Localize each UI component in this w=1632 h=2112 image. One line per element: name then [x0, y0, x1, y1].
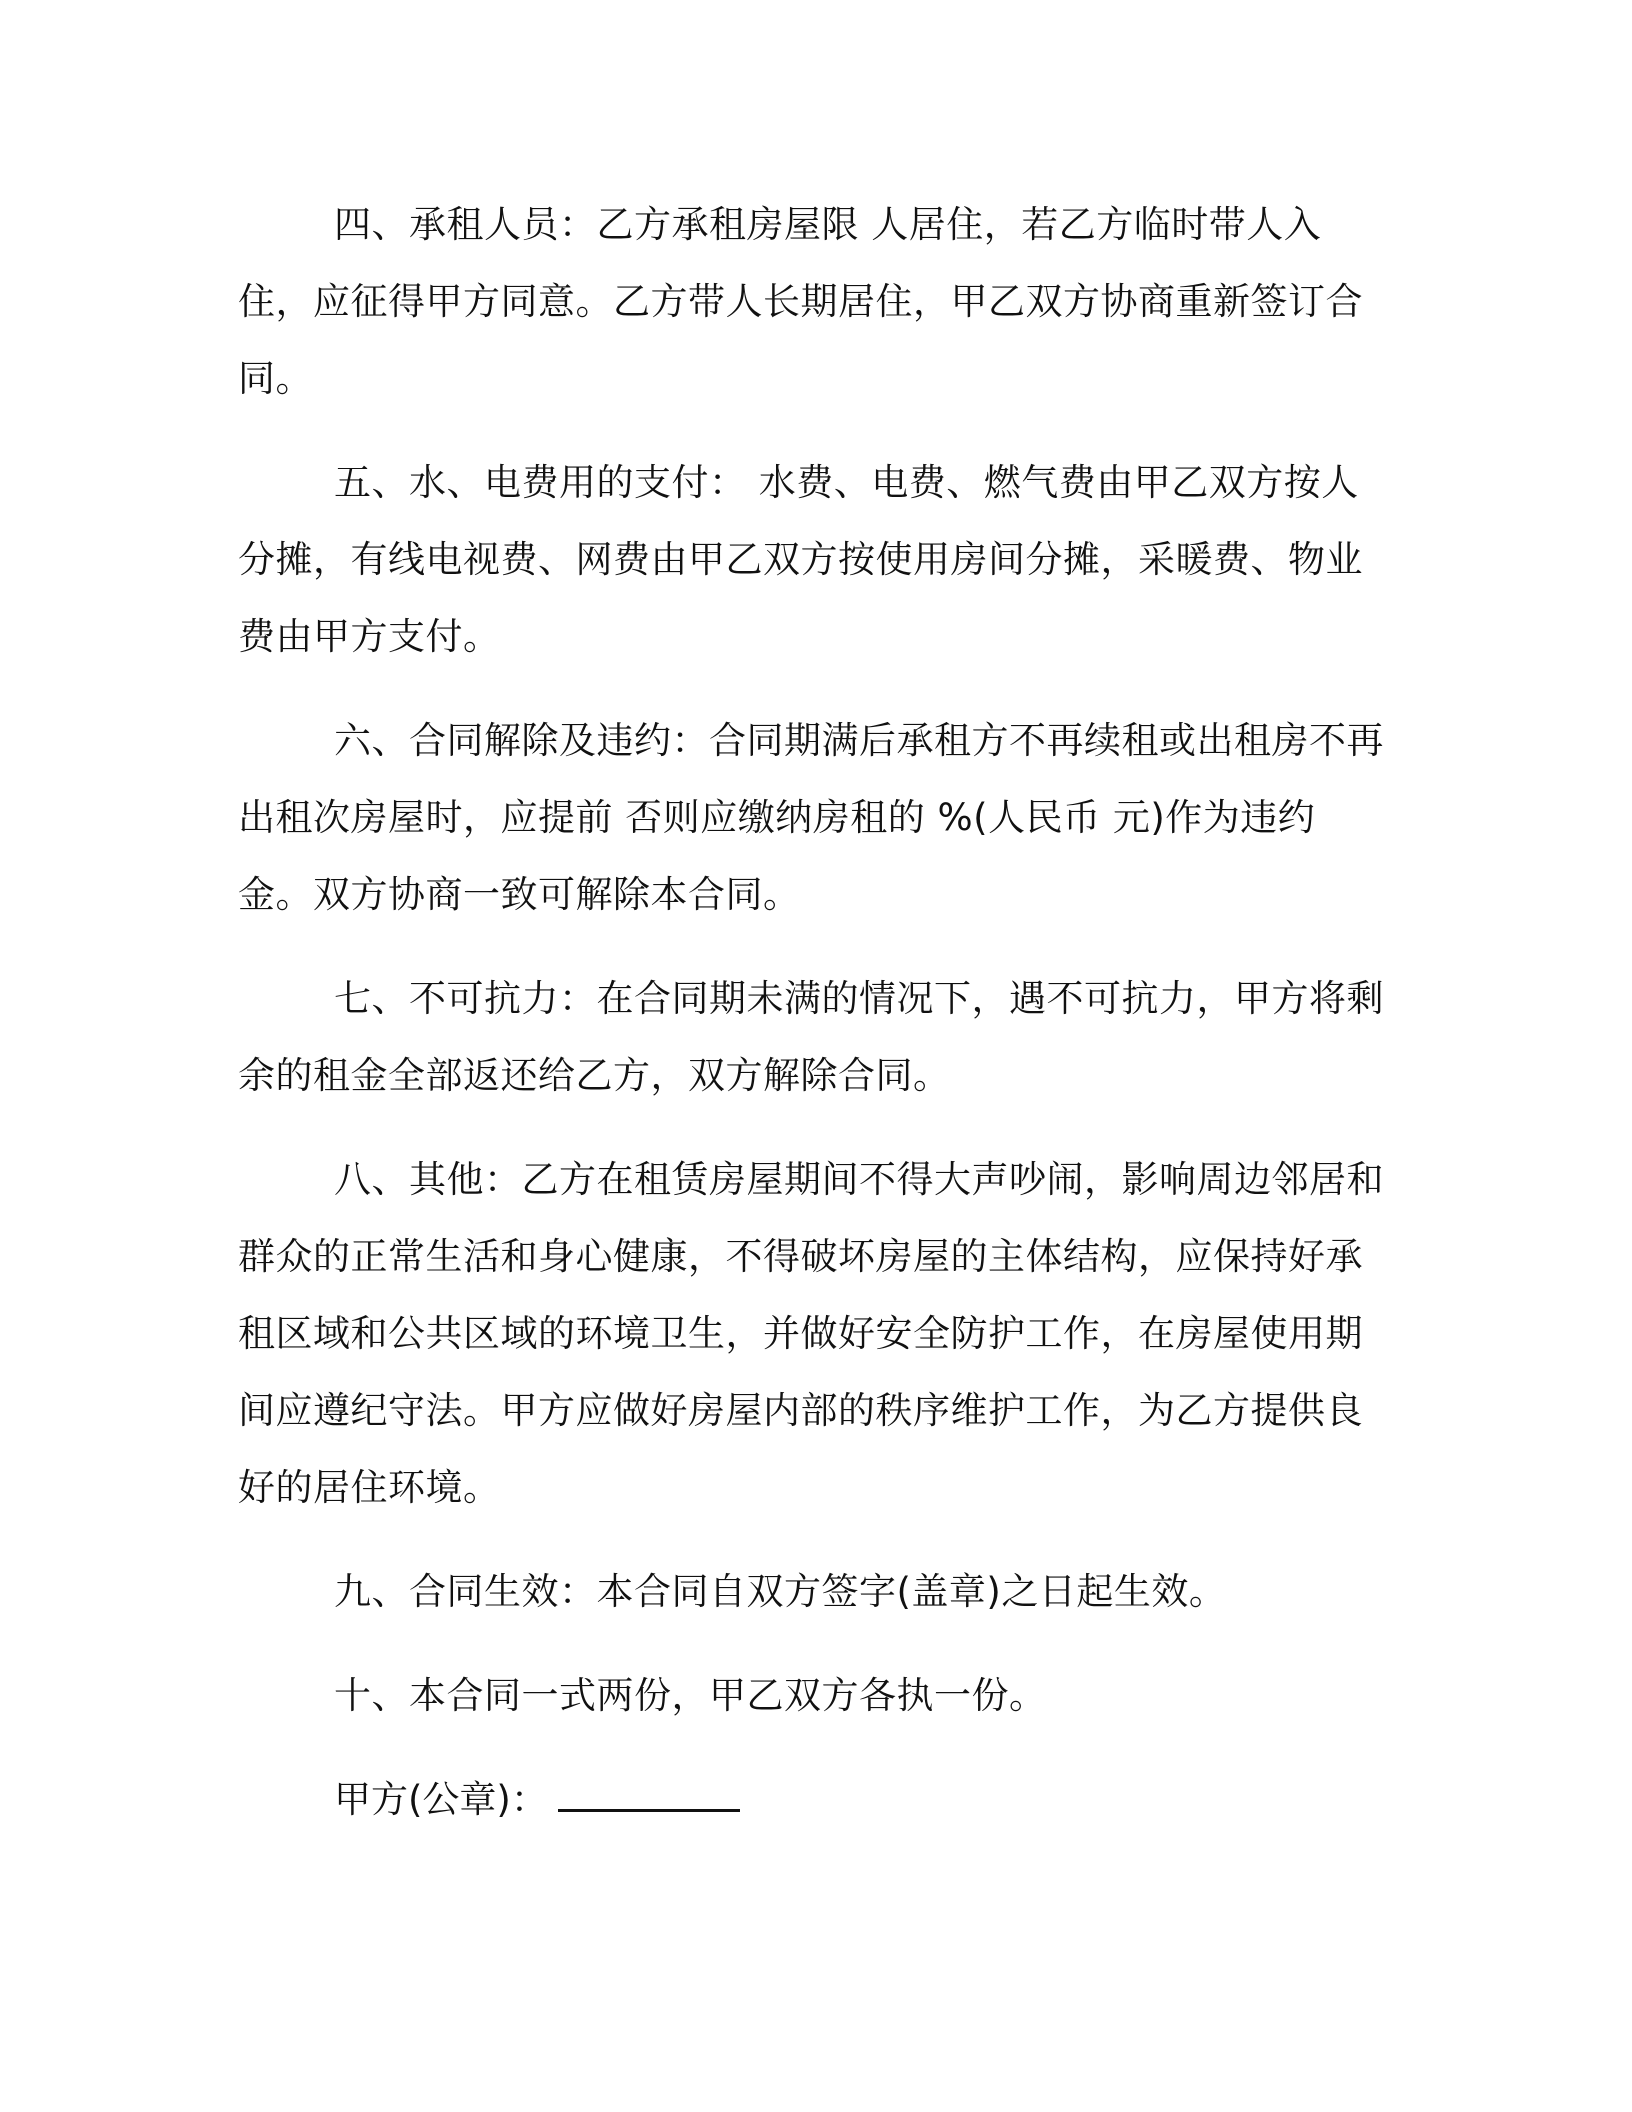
clause-8-other: 八、其他：乙方在租赁房屋期间不得大声吵闹，影响周边邻居和群众的正常生活和身心健康，不得破坏房屋的主体结构，应保持好承租区域和公共区域的环境卫生，并做好安全防护工作，在房屋使用期间应遵纪守法。甲方应做好房屋内部的秩序维护工作，为乙方提供良好的居住环境。 [238, 1158, 1384, 1509]
clause-10-copies: 十、本合同一式两份，甲乙双方各执一份。 [334, 1674, 1047, 1717]
party-a-signature [238, 1761, 1388, 1838]
party-a-signature-label: 甲方(公章)： [334, 1778, 548, 1821]
clause-9-effective: 九、合同生效：本合同自双方签字(盖章)之日起生效。 [334, 1570, 1227, 1613]
clause-7-force-majeure: 七、不可抗力：在合同期未满的情况下，遇不可抗力，甲方将剩余的租金全部返还给乙方，双方解除合同。 [238, 977, 1384, 1097]
clause-4-occupants: 四、承租人员：乙方承租房屋限 人居住，若乙方临时带人入住，应征得甲方同意。乙方带人长期居住，甲乙双方协商重新签订合同。 [238, 203, 1363, 400]
signature-blank-line [558, 1779, 740, 1812]
clause-5-utilities: 五、水、电费用的支付： 水费、电费、燃气费由甲乙双方按人分摊，有线电视费、网费由甲乙双方按使用房间分摊，采暖费、物业费由甲方支付。 [238, 461, 1363, 658]
document-body [238, 186, 1388, 1838]
clause-6-termination: 六、合同解除及违约：合同期满后承租方不再续租或出租房不再出租次房屋时，应提前 否则应缴纳房租的 %(人民币 元)作为违约金。双方协商一致可解除本合同。 [238, 719, 1384, 916]
